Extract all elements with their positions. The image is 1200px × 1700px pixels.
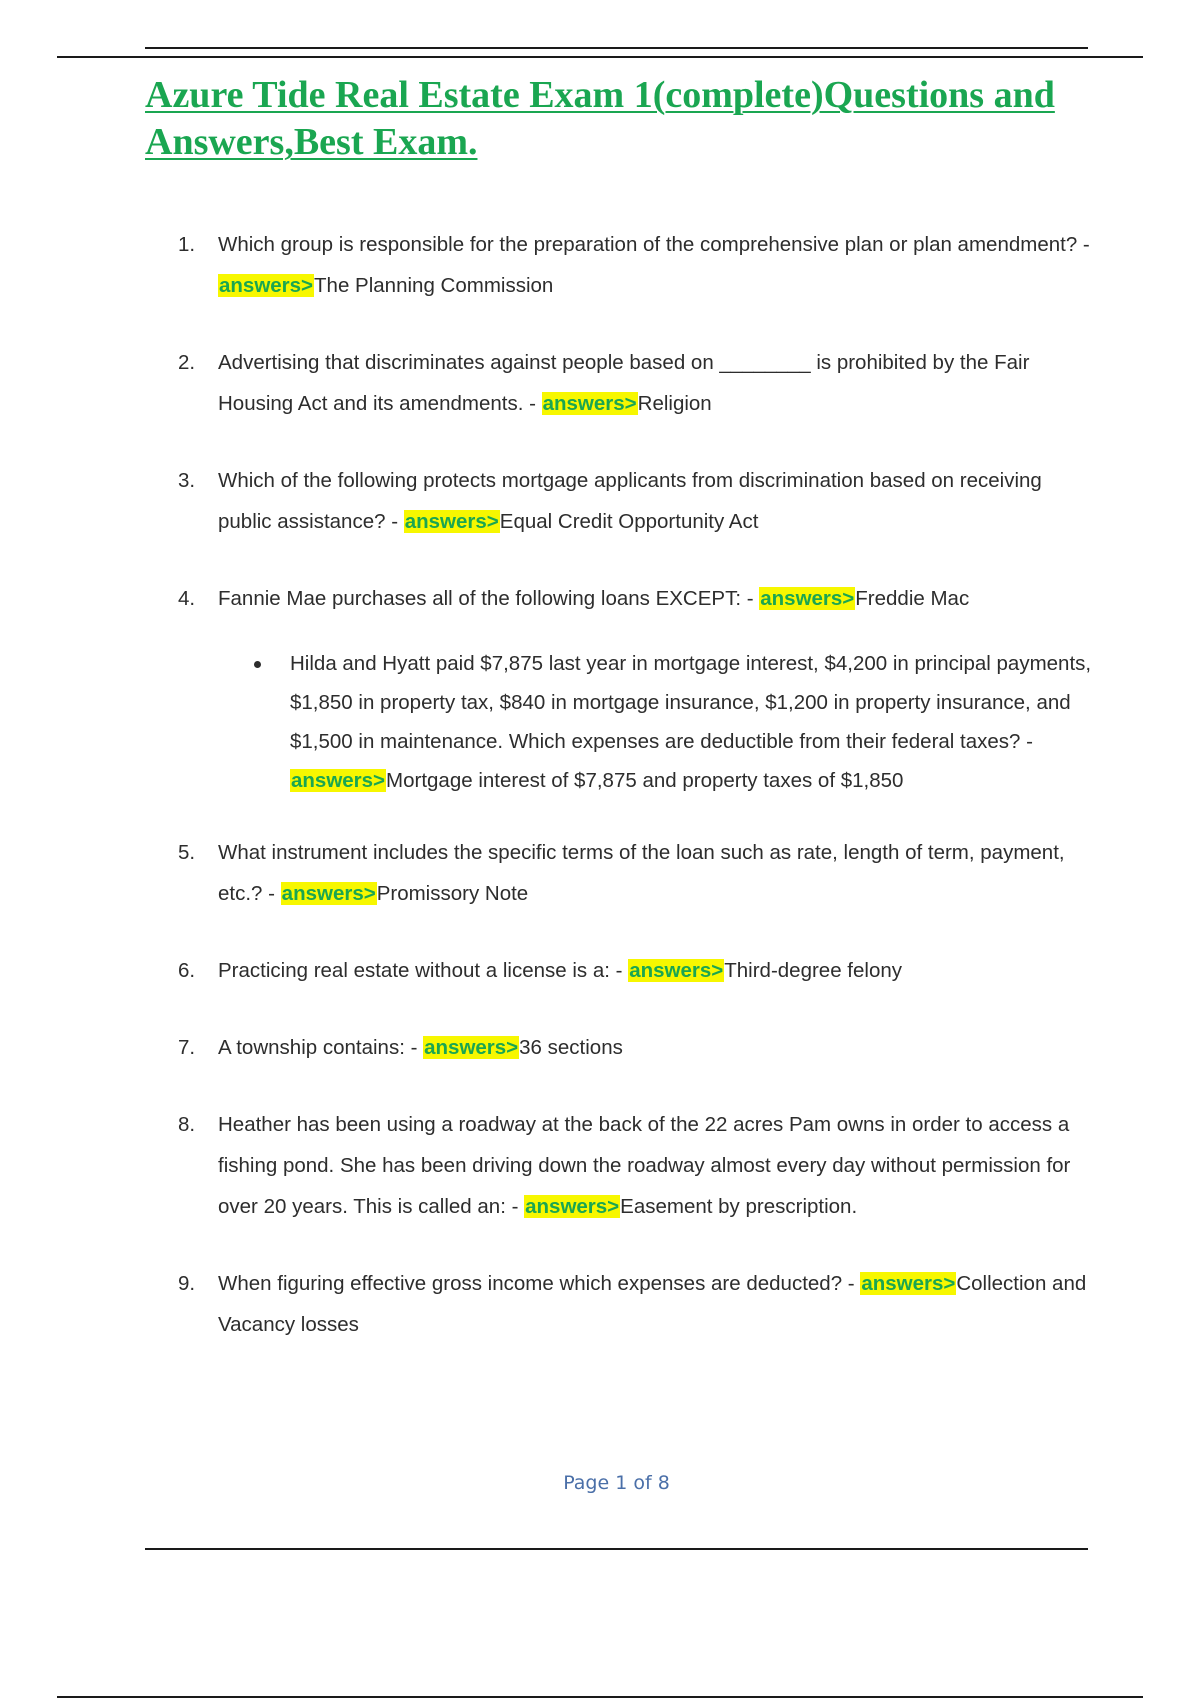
question-text: Heather has been using a roadway at the back of the 22 acres Pam owns in order to access a fishing pond. She has been driving down the roadway almost every day without permission for over 20 years. This is called an: -	[218, 1113, 1071, 1218]
question-item-4	[175, 578, 1095, 619]
question-text: What instrument includes the specific terms of the loan such as rate, length of term, payment, etc.? -	[218, 841, 1065, 905]
answer-text: Third-degree felony	[724, 959, 902, 982]
answer-marker: answers>	[404, 510, 499, 533]
question-item-7	[175, 1027, 1095, 1068]
answer-text: The Planning Commission	[314, 274, 554, 297]
question-number: 4.	[178, 587, 196, 610]
question-number: 8.	[178, 1113, 196, 1136]
question-text: Which group is responsible for the preparation of the comprehensive plan or plan amendment? -	[218, 233, 1090, 256]
question-number: 9.	[178, 1272, 196, 1295]
bottom-rule-outer	[57, 1696, 1143, 1698]
question-list	[175, 224, 1095, 1345]
header-rule-outer	[57, 56, 1143, 58]
answer-text: Mortgage interest of $7,875 and property taxes of $1,850	[386, 769, 904, 792]
answer-marker: answers>	[861, 1272, 956, 1295]
question-number: 7.	[178, 1036, 196, 1059]
question-text: When figuring effective gross income which expenses are deducted? -	[218, 1272, 861, 1295]
answer-text: Religion	[637, 392, 712, 415]
question-item-2	[175, 342, 1095, 424]
header-rule-inner	[145, 47, 1088, 49]
question-item-5	[175, 832, 1095, 914]
answer-text: Collection and Vacancy losses	[218, 1272, 1087, 1336]
question-number: 3.	[178, 469, 196, 492]
question-item-9	[175, 1263, 1095, 1345]
question-text: Which of the following protects mortgage applicants from discrimination based on receiving public assistance? -	[218, 469, 1042, 533]
answer-marker: answers>	[760, 587, 855, 610]
question-item-3	[175, 460, 1095, 542]
answer-marker: answers>	[219, 274, 314, 297]
answer-text: Promissory Note	[376, 882, 529, 905]
question-number: 5.	[178, 841, 196, 864]
answer-marker: answers>	[629, 959, 724, 982]
answer-text: 36 sections	[519, 1036, 623, 1059]
answer-marker: answers>	[542, 392, 637, 415]
question-item-8	[175, 1104, 1095, 1227]
question-number: 2.	[178, 351, 196, 374]
question-text: Practicing real estate without a license is a: -	[218, 959, 629, 982]
question-item-6	[175, 950, 1095, 991]
question-text: A township contains: -	[218, 1036, 424, 1059]
question-item-1	[175, 224, 1095, 306]
answer-text: Freddie Mac	[855, 587, 970, 610]
answer-text: Equal Credit Opportunity Act	[499, 510, 759, 533]
bullet-question-item	[175, 644, 1095, 800]
question-text: Fannie Mae purchases all of the following loans EXCEPT: -	[218, 587, 760, 610]
answer-marker: answers>	[525, 1195, 620, 1218]
document-title: Azure Tide Real Estate Exam 1(complete)Questions and Answers,Best Exam.	[145, 74, 1055, 163]
question-text: Hilda and Hyatt paid $7,875 last year in mortgage interest, $4,200 in principal payments, $1,850 in property tax, $840 in mortgage insurance, $1,200 in property insurance, and $1,500 in maintenance. Which expenses are deductible from their federal taxes? -	[290, 652, 1092, 753]
page-number: Page 1 of 8	[563, 1472, 670, 1494]
question-text: Advertising that discriminates against people based on ________ is prohibited by the Fair Housing Act and its amendments. -	[218, 351, 1030, 415]
answer-text: Easement by prescription.	[620, 1195, 858, 1218]
question-number: 6.	[178, 959, 196, 982]
answer-marker: answers>	[291, 769, 386, 792]
question-number: 1.	[178, 233, 196, 256]
footer-rule	[145, 1548, 1088, 1550]
answer-marker: answers>	[281, 882, 376, 905]
bullet-dot-icon	[254, 661, 261, 668]
answer-marker: answers>	[424, 1036, 519, 1059]
